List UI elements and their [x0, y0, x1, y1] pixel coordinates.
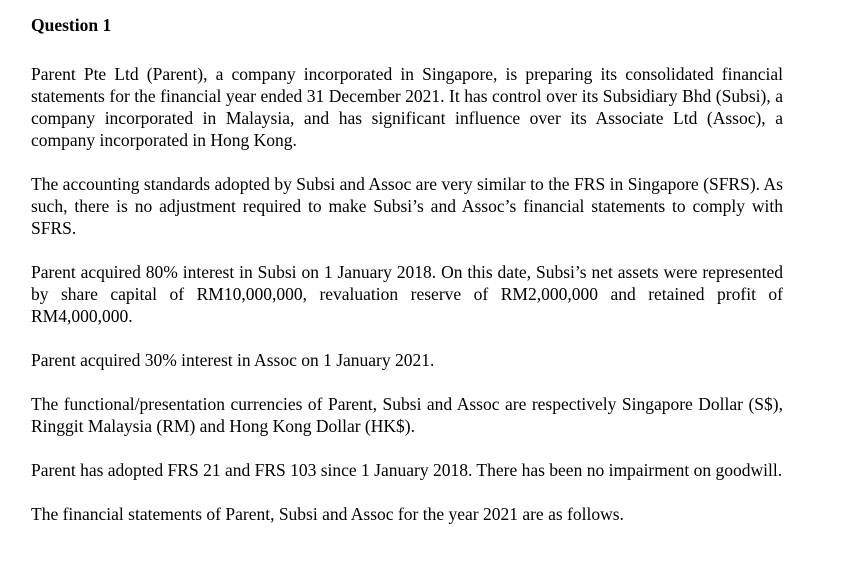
spacer: [31, 481, 783, 503]
paragraph-financial-statements: The financial statements of Parent, Subsi and Assoc for the year 2021 are as follows.: [31, 504, 624, 524]
paragraph-assoc-acquisition: Parent acquired 30% interest in Assoc on 1 January 2021.: [31, 350, 435, 370]
spacer: [31, 327, 783, 349]
spacer: [31, 239, 783, 261]
question-heading: Question 1: [31, 15, 112, 35]
paragraph-frs-adoption: Parent has adopted FRS 21 and FRS 103 since 1 January 2018. There has been no impairment on goodwill.: [31, 460, 783, 480]
paragraph-accounting-standards: The accounting standards adopted by Subsi and Assoc are very similar to the FRS in Singapore (SFRS). As such, there is no adjustment required to make Subsi’s and Assoc’s financial statements to comply with SFRS.: [31, 174, 783, 238]
paragraph-background: Parent Pte Ltd (Parent), a company incorporated in Singapore, is preparing its consolidated financial statements for the financial year ended 31 December 2021. It has control over its Subsidiary Bhd (Subsi), a company incorporated in Malaysia, and has significant influence over its Associate Ltd (Assoc), a company incorporated in Hong Kong.: [31, 64, 783, 150]
spacer: [31, 36, 783, 63]
document-page: [31, 14, 783, 525]
spacer: [31, 371, 783, 393]
spacer: [31, 437, 783, 459]
paragraph-subsi-acquisition: Parent acquired 80% interest in Subsi on 1 January 2018. On this date, Subsi’s net assets were represented by share capital of RM10,000,000, revaluation reserve of RM2,000,000 and retained profit of RM4,000,000.: [31, 262, 783, 326]
spacer: [31, 151, 783, 173]
paragraph-currencies: The functional/presentation currencies of Parent, Subsi and Assoc are respectively Singapore Dollar (S$), Ringgit Malaysia (RM) and Hong Kong Dollar (HK$).: [31, 394, 783, 436]
